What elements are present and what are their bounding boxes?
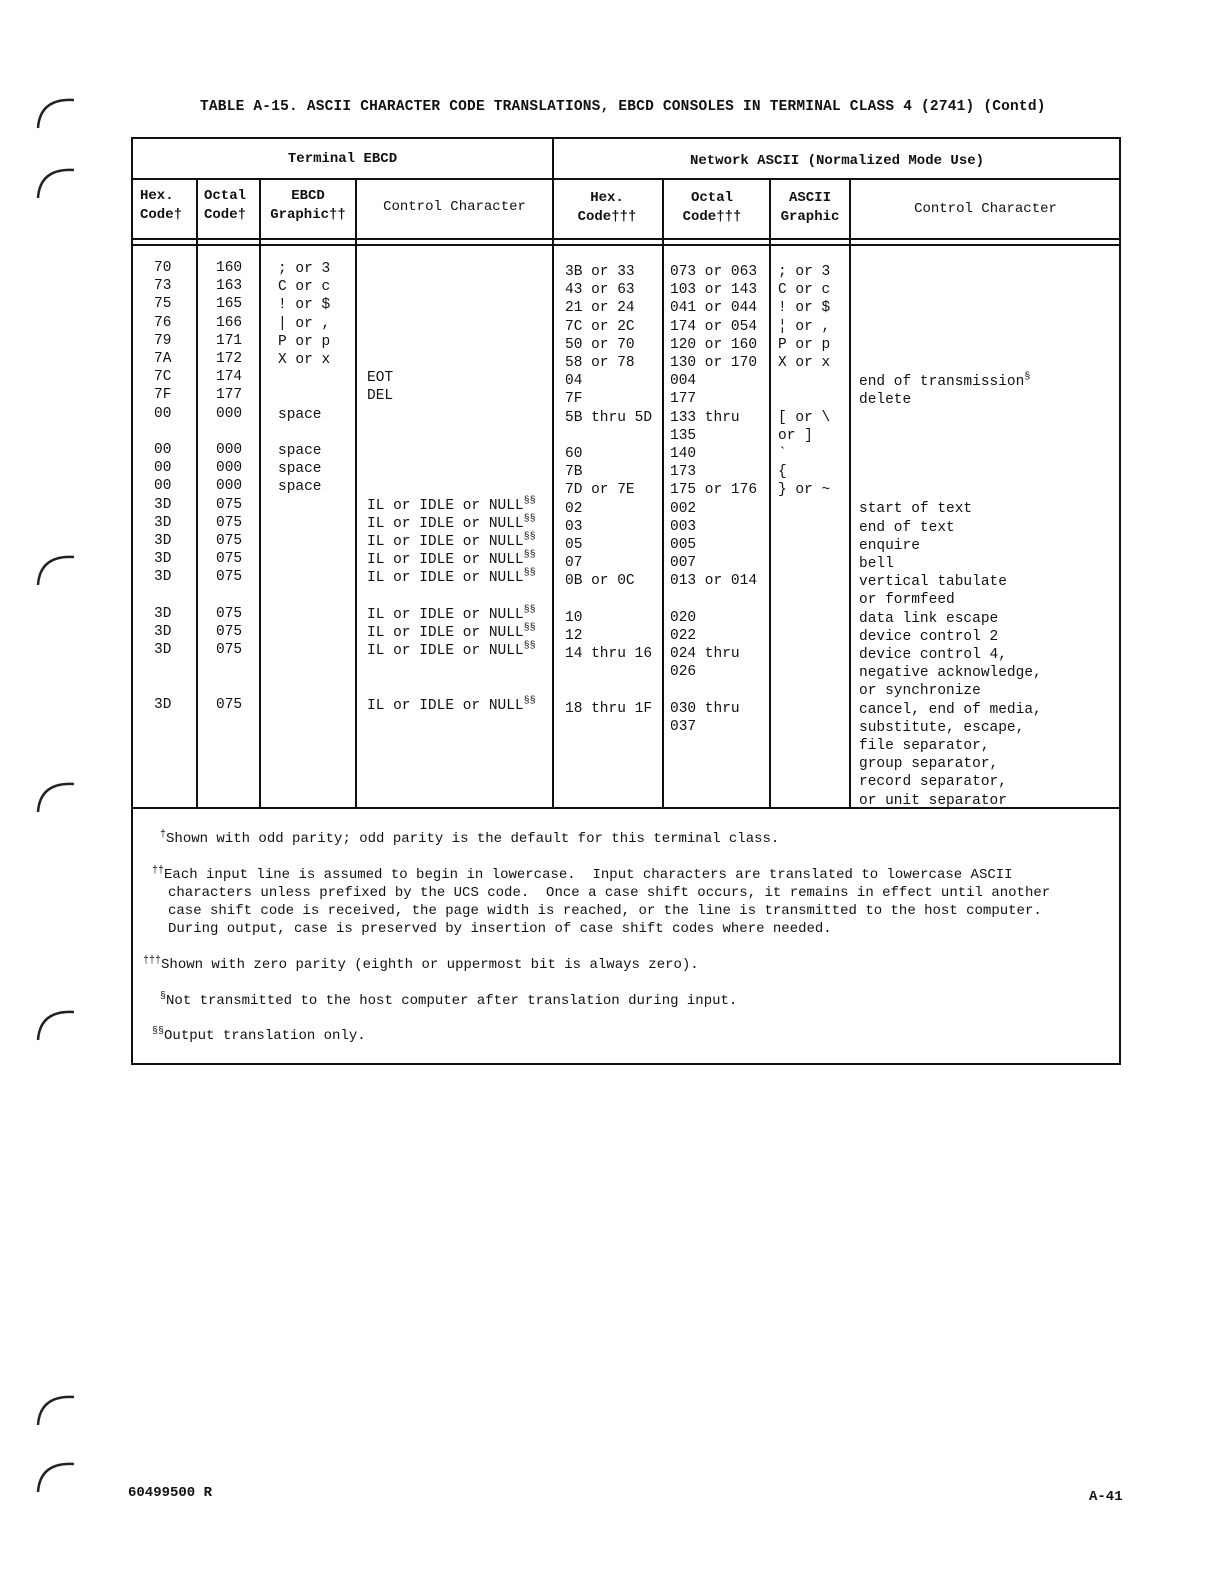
binder-hole-icon [30,1000,82,1052]
table-cell-ascii-hex [565,663,652,681]
binder-hole-icon [30,772,82,824]
binder-hole-icon [30,545,82,597]
table-cell-octal: 177 [216,387,243,404]
table-cell-control-right: delete [859,392,912,409]
table-cell-ascii-graphic: { [778,464,787,481]
table-cell-ascii-graphic: ` [778,446,787,463]
page-number: A-41 [1089,1489,1123,1505]
table-cell-hex: 3D [154,496,172,513]
table-cell-ebcd-graphic: space [278,461,322,478]
column-ebcd-graphic [278,260,330,715]
table-cell-ascii-hex: 12 [565,628,583,645]
column-divider [196,178,198,807]
table-cell-hex: 73 [154,278,172,295]
table-cell-ebcd-graphic [278,606,330,624]
table-cell-octal [216,659,242,677]
table-cell-ascii-hex [565,427,652,445]
binder-hole-icon [30,158,82,210]
table-cell-control-left: EOT [367,370,394,387]
table-cell-hex: 7F [154,387,172,404]
footnote-mark: § [160,991,167,1003]
table-cell-ebcd-graphic [278,515,330,533]
table-cell-control-left [367,588,536,606]
table-cell-control-right: device control 2 [859,628,999,645]
table-cell-control-left [367,478,536,496]
table-cell-ascii-hex: 7C or 2C [565,318,635,335]
column-divider [769,178,771,807]
col-header-control-left: Control Character [383,199,526,215]
footnote-line: case shift code is received, the page width is reached, or the line is transmitted to the host computer. [168,903,1042,919]
table-cell-ascii-octal: 007 [670,555,697,572]
table-cell-control-left: IL or IDLE or NULL§§ [367,514,536,532]
table-cell-ascii-octal: 120 or 160 [670,336,758,353]
table-cell-ebcd-graphic [278,424,330,442]
table-cell-ascii-hex: 7D or 7E [565,482,635,499]
table-cell-ascii-octal: 133 thru [670,409,740,426]
footnote: †††Shown with zero parity (eighth or uppermost bit is always zero). [143,955,699,973]
column-control-left [367,260,536,715]
table-cell-ascii-graphic: X or x [778,355,831,372]
table-cell-hex: 3D [154,569,172,586]
col-header-octal: Octal Code† [204,188,247,223]
table-cell-ascii-octal: 175 or 176 [670,482,758,499]
table-cell-control-left: IL or IDLE or NULL§§ [367,641,536,660]
col-header-ascii-graphic: ASCII Graphic [780,190,840,225]
table-cell-ascii-octal: 004 [670,373,697,390]
table-cell-hex: 76 [154,314,172,331]
table-cell-octal: 075 [216,696,243,713]
table-cell-control-right [859,464,1042,482]
table-cell-ascii-hex: 03 [565,518,583,535]
table-cell-ebcd-graphic [278,588,330,606]
table-cell-octal: 075 [216,605,243,622]
table-cell-octal [216,423,242,441]
col-header-control-right: Control Character [914,201,1057,217]
footnote: §Not transmitted to the host computer after translation during input. [160,991,738,1009]
binder-hole-icon [30,88,82,140]
table-cell-octal: 075 [216,496,243,513]
table-cell-ascii-graphic: [ or \ [778,409,831,426]
table-cell-control-left [367,296,536,314]
table-cell-ascii-hex: 05 [565,537,583,554]
table-cell-hex: 3D [154,533,172,550]
table-cell-ascii-octal: 174 or 054 [670,318,758,335]
table-cell-ebcd-graphic [278,497,330,515]
table-cell-ascii-hex: 58 or 78 [565,355,635,372]
document-number: 60499500 R [128,1485,213,1501]
column-ascii-graphic [778,263,830,500]
column-ascii-hex [565,263,652,718]
table-cell-ebcd-graphic: ; or 3 [278,261,331,277]
table-cell-hex: 7A [154,351,172,368]
group-header-network: Network ASCII (Normalized Mode Use) [689,153,985,169]
table-cell-ascii-octal: 130 or 170 [670,355,758,372]
table-cell-control-left [367,442,536,460]
table-cell-control-right: device control 4, [859,647,1007,664]
footnote-line: characters unless prefixed by the UCS code. Once a case shift occurs, it remains in effect until another [168,885,1051,901]
table-cell-control-right: enquire [859,537,920,554]
footnote-mark: ††† [143,955,162,967]
table-cell-octal: 172 [216,351,243,368]
column-divider [355,178,357,807]
table-cell-octal: 000 [216,460,243,477]
table-cell-ascii-octal: 024 thru [670,646,740,663]
table-cell-ebcd-graphic [278,679,330,697]
table-cell-octal: 165 [216,296,243,313]
table-cell-ebcd-graphic: space [278,443,322,460]
binder-hole-icon [30,1452,82,1504]
table-cell-control-left: IL or IDLE or NULL§§ [367,605,536,623]
table-cell-ascii-hex: 04 [565,373,583,390]
table-cell-ascii-octal: 022 [670,628,697,645]
table-cell-ebcd-graphic: ! or $ [278,297,331,314]
footnote-mark: †† [152,865,165,877]
column-divider [259,178,261,807]
table-cell-ebcd-graphic [278,642,330,660]
table-cell-ascii-hex: 02 [565,500,583,517]
header-bottom-rule-double [133,244,1120,246]
table-cell-hex [154,423,171,441]
table-cell-hex: 00 [154,478,172,495]
table-cell-octal: 166 [216,314,243,331]
footnote: †Shown with odd parity; odd parity is the default for this terminal class. [160,829,780,847]
footnote-mark: † [160,829,167,841]
table-cell-ascii-hex: 10 [565,609,583,626]
col-header-ascii-octal: Octal Code††† [682,190,742,225]
table-cell-ascii-hex: 50 or 70 [565,336,635,353]
table-cell-control-left: IL or IDLE or NULL§§ [367,532,536,551]
table-cell-ascii-octal: 073 or 063 [670,264,758,280]
col-header-ascii-hex: Hex. Code††† [577,190,637,225]
table-cell-ebcd-graphic: space [278,479,322,496]
table-cell-ascii-hex: 5B thru 5D [565,409,653,426]
table-cell-hex: 79 [154,332,172,349]
table-cell-control-right: file separator, [859,738,990,755]
table-cell-ascii-octal: 005 [670,537,697,554]
table-cell-control-left: IL or IDLE or NULL§§ [367,495,536,514]
header-bottom-rule [133,238,1120,240]
table-cell-hex: 00 [154,442,172,459]
table-cell-control-right: or synchronize [859,683,981,700]
table-cell-control-right: or unit separator [859,792,1007,809]
table-cell-ascii-octal: 135 [670,427,697,444]
table-cell-control-left [367,351,536,369]
table-cell-hex: 3D [154,605,172,622]
table-cell-control-left [367,260,536,278]
table-cell-control-left [367,460,536,478]
table-cell-control-right: substitute, escape, [859,719,1025,736]
table-cell-control-right [859,446,1042,464]
table-cell-hex: 3D [154,514,172,531]
table-cell-octal: 075 [216,569,243,586]
table-cell-ascii-octal: 003 [670,518,697,535]
table-cell-control-right [859,428,1042,446]
table-cell-hex: 3D [154,642,172,659]
table-cell-octal: 075 [216,624,243,641]
table-cell-ascii-hex: 7F [565,391,583,408]
table-cell-ascii-graphic: ! or $ [778,300,831,317]
table-cell-ascii-octal: 020 [670,609,697,626]
table-cell-octal: 160 [216,260,243,276]
table-cell-ascii-octal [670,682,757,700]
column-ascii-octal [670,263,757,736]
table-cell-control-right: negative acknowledge, [859,665,1042,682]
table-cell-control-right: group separator, [859,756,999,773]
table-cell-ascii-octal: 140 [670,446,697,463]
table-cell-ebcd-graphic: P or p [278,333,331,350]
table-cell-octal: 171 [216,332,243,349]
column-control-right [859,373,1042,810]
table-cell-ebcd-graphic: X or x [278,352,331,369]
column-octal-code [216,259,242,714]
table-cell-ascii-hex: 14 thru 16 [565,646,653,663]
table-cell-ascii-hex: 3B or 33 [565,264,635,280]
group-divider [552,139,554,807]
column-divider [662,178,664,807]
table-cell-ascii-graphic: C or c [778,282,831,299]
table-cell-ascii-hex: 07 [565,555,583,572]
column-hex-code [154,259,171,714]
table-cell-ascii-hex: 21 or 24 [565,300,635,317]
table-cell-octal: 000 [216,442,243,459]
table-cell-hex: 3D [154,624,172,641]
table-cell-control-right: start of text [859,501,973,518]
table-cell-hex: 00 [154,460,172,477]
table-cell-octal: 174 [216,369,243,386]
table-cell-control-right: bell [859,556,894,573]
table-cell-hex [154,659,171,677]
footnote: §§Output translation only. [152,1026,366,1044]
table-cell-control-left [367,315,536,333]
table-cell-control-right: record separator, [859,774,1007,791]
table-cell-ascii-hex: 0B or 0C [565,573,635,590]
table-cell-control-right: end of transmission§ [859,372,1031,390]
table-cell-octal: 075 [216,551,243,568]
table-cell-ascii-octal: 173 [670,464,697,481]
table-cell-ascii-hex: 43 or 63 [565,282,635,299]
table-cell-control-left: IL or IDLE or NULL§§ [367,623,536,642]
table-cell-octal: 000 [216,478,243,495]
table-cell-ebcd-graphic [278,533,330,551]
table-cell-hex: 3D [154,696,172,713]
table-cell-ascii-graphic: or ] [778,427,813,444]
footnote: ††Each input line is assumed to begin in lowercase. Input characters are translated to lowercase ASCII [152,865,1013,883]
table-cell-ascii-hex [565,591,652,609]
table-cell-ascii-octal: 037 [670,719,697,736]
table-cell-ebcd-graphic: space [278,406,322,423]
table-cell-control-left: IL or IDLE or NULL§§ [367,550,536,569]
table-cell-ascii-hex [565,682,652,700]
col-header-hex: Hex. Code† [140,188,183,223]
group-header-terminal: Terminal EBCD [287,151,398,167]
binder-hole-icon [30,1385,82,1437]
table-cell-control-right [859,482,1042,500]
table-cell-octal: 000 [216,405,243,422]
table-cell-ebcd-graphic [278,387,330,405]
col-header-ebcd-graphic: EBCD Graphic†† [270,188,346,223]
table-cell-control-right [859,409,1042,427]
table-cell-octal [216,678,242,696]
table-cell-ebcd-graphic [278,551,330,569]
footnote-line: During output, case is preserved by insertion of case shift codes where needed. [168,921,832,937]
table-cell-ebcd-graphic: | or , [278,315,331,332]
table-cell-ascii-octal: 041 or 044 [670,300,758,317]
table-title: TABLE A-15. ASCII CHARACTER CODE TRANSLATIONS, EBCD CONSOLES IN TERMINAL CLASS 4 (2741) (Contd) [200,99,1046,115]
table-cell-control-left: IL or IDLE or NULL§§ [367,568,536,587]
table-cell-ascii-graphic [778,390,830,408]
table-cell-control-left: DEL [367,388,394,405]
table-cell-ebcd-graphic: C or c [278,279,331,296]
table-cell-octal: 075 [216,514,243,531]
table-cell-hex: 3D [154,551,172,568]
table-cell-ascii-hex: 18 thru 1F [565,700,653,717]
table-cell-control-right: or formfeed [859,592,955,609]
table-cell-hex: 7C [154,369,172,386]
table-cell-octal [216,587,242,605]
table-cell-control-right: data link escape [859,610,999,627]
table-cell-ascii-graphic: P or p [778,336,831,353]
table-cell-ascii-octal: 103 or 143 [670,282,758,299]
header-divider [133,178,1120,180]
table-cell-control-left [367,679,536,697]
table-cell-control-left: IL or IDLE or NULL§§ [367,696,536,714]
table-cell-ascii-octal: 026 [670,664,697,681]
table-cell-ascii-graphic: ; or 3 [778,264,831,280]
table-cell-hex [154,587,171,605]
table-cell-ascii-octal [670,591,757,609]
table-cell-ascii-octal: 013 or 014 [670,573,758,590]
table-cell-hex: 70 [154,260,172,276]
table-cell-hex: 75 [154,296,172,313]
table-cell-control-right: vertical tabulate [859,574,1007,591]
table-cell-ascii-octal: 177 [670,391,697,408]
column-divider [849,178,851,807]
table-cell-ascii-graphic: ¦ or , [778,318,831,335]
table-cell-ascii-octal: 002 [670,500,697,517]
table-cell-control-left [367,406,536,424]
table-cell-ebcd-graphic [278,624,330,642]
table-cell-hex: 00 [154,405,172,422]
table-cell-control-left [367,424,536,442]
table-cell-octal: 075 [216,642,243,659]
table-cell-control-left [367,660,536,678]
table-cell-ebcd-graphic [278,569,330,587]
table-cell-ascii-graphic [778,372,830,390]
table-cell-control-right: cancel, end of media, [859,701,1042,718]
table-cell-ebcd-graphic [278,697,330,715]
table-cell-hex [154,678,171,696]
table-cell-ebcd-graphic [278,369,330,387]
table-cell-control-right: end of text [859,519,955,536]
table-cell-ascii-hex: 60 [565,446,583,463]
footnote-mark: §§ [152,1026,165,1038]
table-cell-octal: 075 [216,533,243,550]
table-cell-ascii-graphic: } or ~ [778,482,831,499]
table-cell-control-left [367,333,536,351]
table-cell-control-left [367,278,536,296]
table-cell-ebcd-graphic [278,660,330,678]
table-cell-ascii-octal: 030 thru [670,700,740,717]
table-cell-ascii-hex: 7B [565,464,583,481]
table-cell-octal: 163 [216,278,243,295]
